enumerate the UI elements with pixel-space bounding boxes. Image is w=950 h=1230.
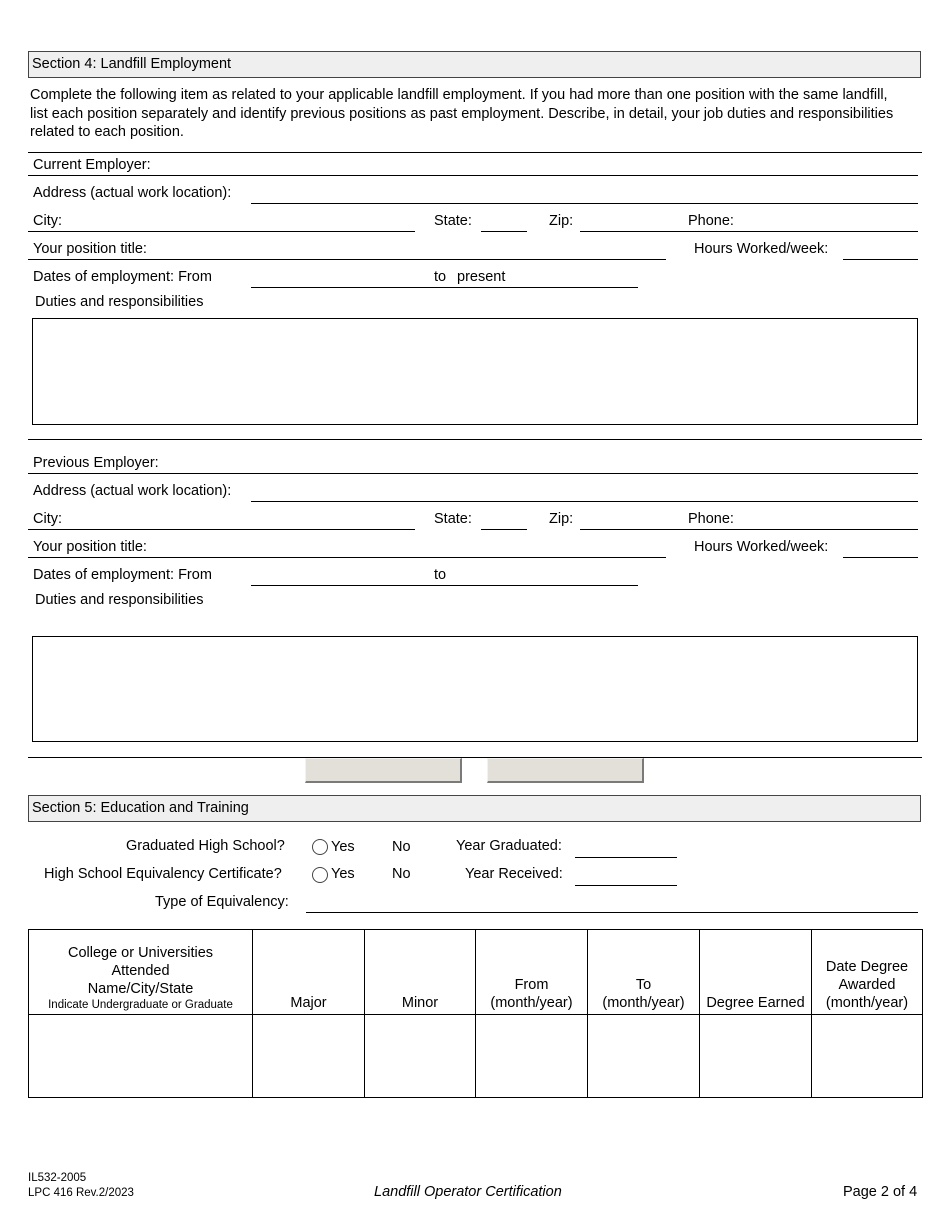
- remove-employment-button[interactable]: [487, 758, 644, 783]
- current-hours-field[interactable]: [843, 259, 918, 260]
- current-duties-label: Duties and responsibilities: [35, 294, 204, 310]
- col-awarded-line1: Date Degree: [825, 959, 909, 975]
- current-address-label: Address (actual work location):: [33, 185, 232, 201]
- graduated-hs-no-label[interactable]: No: [392, 839, 411, 855]
- previous-to-label: to: [434, 567, 447, 583]
- graduated-hs-label: Graduated High School?: [126, 838, 285, 854]
- previous-zip-field[interactable]: [580, 529, 680, 530]
- current-position-field[interactable]: [28, 259, 666, 260]
- previous-city-field[interactable]: [28, 529, 415, 530]
- equivalency-yes-label: Yes: [331, 866, 355, 882]
- current-hours-label: Hours Worked/week:: [694, 241, 829, 257]
- previous-hours-label: Hours Worked/week:: [694, 539, 829, 555]
- education-table: [28, 929, 923, 1098]
- current-zip-label: Zip:: [549, 213, 574, 229]
- divider: [28, 757, 922, 758]
- current-state-field[interactable]: [481, 231, 527, 232]
- previous-duties-textarea[interactable]: [32, 636, 918, 742]
- graduated-hs-yes-label: Yes: [331, 839, 355, 855]
- col-to: [588, 930, 700, 1015]
- current-dates-label: Dates of employment: From: [33, 269, 212, 285]
- footer-title: Landfill Operator Certification: [374, 1184, 562, 1200]
- table-row: [29, 1015, 923, 1098]
- col-minor: [365, 930, 476, 1015]
- previous-dates-label: Dates of employment: From: [33, 567, 212, 583]
- previous-address-field[interactable]: [251, 501, 918, 502]
- current-duties-textarea[interactable]: [32, 318, 918, 425]
- previous-city-label: City:: [33, 511, 62, 527]
- col-college-line2: Attended: [111, 963, 170, 979]
- equivalency-label: High School Equivalency Certificate?: [44, 866, 282, 882]
- equivalency-no-label[interactable]: No: [392, 866, 411, 882]
- col-college-note: Indicate Undergraduate or Graduate: [48, 999, 233, 1011]
- current-phone-field[interactable]: [680, 231, 918, 232]
- current-position-label: Your position title:: [33, 241, 147, 257]
- col-to-line1: To: [635, 977, 652, 993]
- current-to-label: to: [434, 269, 447, 285]
- previous-position-field[interactable]: [28, 557, 666, 558]
- current-employer-label: Current Employer:: [33, 157, 151, 173]
- col-college-line1: College or Universities: [67, 945, 214, 961]
- previous-dates-field[interactable]: [251, 585, 638, 586]
- previous-hours-field[interactable]: [843, 557, 918, 558]
- divider: [28, 439, 922, 440]
- current-phone-label: Phone:: [688, 213, 734, 229]
- previous-phone-label: Phone:: [688, 511, 734, 527]
- section-4-instructions: Complete the following item as related to your applicable landfill employment. If you had more than one position with the same landfill, list each position separately and identify previous positions as past employment. Describe, in detail, your job duties and responsibilities related to each position.: [30, 87, 894, 140]
- col-from: [476, 930, 588, 1015]
- year-graduated-label: Year Graduated:: [456, 838, 562, 854]
- degree-cell[interactable]: [700, 1015, 812, 1098]
- previous-position-label: Your position title:: [33, 539, 147, 555]
- col-degree-label: Degree Earned: [706, 995, 805, 1011]
- divider: [28, 152, 922, 153]
- col-college: [29, 930, 253, 1015]
- current-city-label: City:: [33, 213, 62, 229]
- previous-duties-label: Duties and responsibilities: [35, 592, 204, 608]
- footer-revision: LPC 416 Rev.2/2023: [28, 1187, 134, 1199]
- year-received-field[interactable]: [575, 885, 677, 886]
- current-to-value: present: [457, 269, 506, 285]
- to-cell[interactable]: [588, 1015, 700, 1098]
- minor-cell[interactable]: [365, 1015, 476, 1098]
- footer-form-id: IL532-2005: [28, 1172, 87, 1184]
- education-table-header: [29, 930, 923, 1015]
- previous-employer-label: Previous Employer:: [33, 455, 159, 471]
- col-awarded-line2: Awarded: [838, 977, 896, 993]
- previous-employer-field[interactable]: [28, 473, 918, 474]
- col-awarded-line3: (month/year): [825, 995, 909, 1011]
- section-5-title: Section 5: Education and Training: [32, 800, 249, 816]
- previous-state-label: State:: [434, 511, 472, 527]
- previous-zip-label: Zip:: [549, 511, 574, 527]
- col-awarded: [812, 930, 923, 1015]
- col-major: [253, 930, 365, 1015]
- footer-page-number: Page 2 of 4: [843, 1184, 918, 1200]
- equivalency-type-field[interactable]: [306, 912, 918, 913]
- col-college-line3: Name/City/State: [87, 981, 194, 997]
- col-to-line2: (month/year): [602, 995, 685, 1011]
- awarded-cell[interactable]: [812, 1015, 923, 1098]
- major-cell[interactable]: [253, 1015, 365, 1098]
- equivalency-type-label: Type of Equivalency:: [155, 894, 289, 910]
- col-from-line1: From: [514, 977, 549, 993]
- equivalency-yes-radio[interactable]: [312, 867, 328, 883]
- col-minor-label: Minor: [401, 995, 439, 1011]
- current-city-field[interactable]: [28, 231, 415, 232]
- from-cell[interactable]: [476, 1015, 588, 1098]
- current-state-label: State:: [434, 213, 472, 229]
- college-cell[interactable]: [29, 1015, 253, 1098]
- previous-phone-field[interactable]: [680, 529, 918, 530]
- year-received-label: Year Received:: [465, 866, 563, 882]
- section-4-title: Section 4: Landfill Employment: [32, 56, 232, 72]
- previous-address-label: Address (actual work location):: [33, 483, 232, 499]
- year-graduated-field[interactable]: [575, 857, 677, 858]
- section-5-header: [28, 795, 921, 822]
- col-from-line2: (month/year): [490, 995, 573, 1011]
- section-4-header: [28, 51, 921, 78]
- col-degree: [700, 930, 812, 1015]
- current-address-field[interactable]: [251, 203, 918, 204]
- col-major-label: Major: [290, 995, 327, 1011]
- current-dates-field[interactable]: [251, 287, 638, 288]
- previous-state-field[interactable]: [481, 529, 527, 530]
- current-zip-field[interactable]: [580, 231, 680, 232]
- graduated-hs-yes-radio[interactable]: [312, 839, 328, 855]
- add-employment-button[interactable]: [305, 758, 462, 783]
- current-employer-field[interactable]: [28, 175, 918, 176]
